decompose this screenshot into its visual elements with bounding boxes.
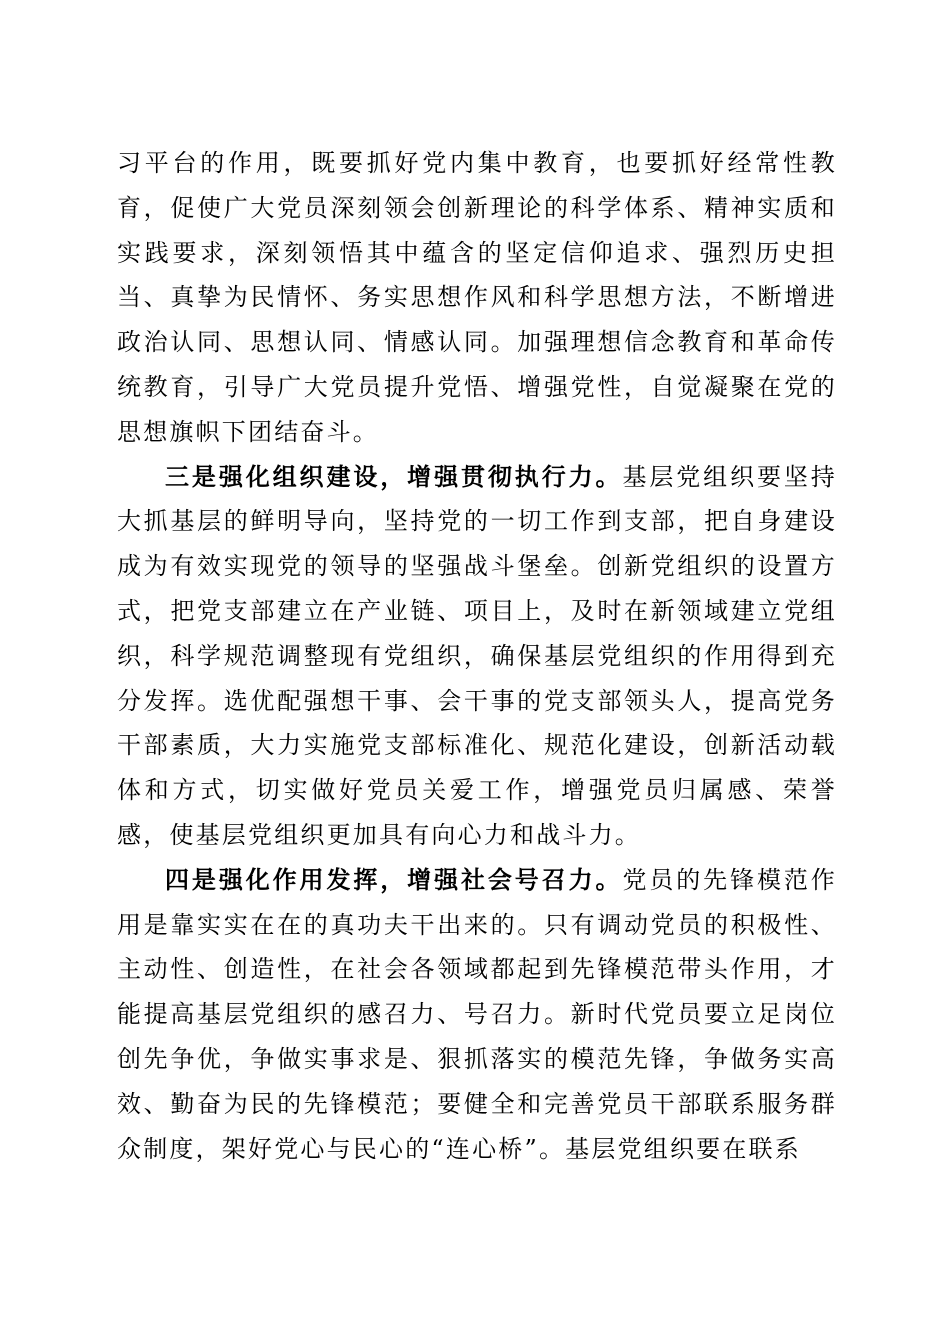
paragraph-continuation <box>117 141 837 455</box>
paragraph-body: 党员的先锋模范作用是靠实实在在的真功夫干出来的。只有调动党员的积极性、主动性、创造性，在社会各领域都起到先锋模范带头作用，才能提高基层党组织的感召力、号召力。新时代党员要立足岗位创先争优，争做实事求是、狠抓落实的模范先锋，争做务实高效、勤奋为民的先锋模范；要健全和完善党员干部联系服务群众制度，架好党心与民心的“连心桥”。基层党组织要在联系 <box>117 865 837 1163</box>
paragraph-lead-heading: 三是强化组织建设，增强贯彻执行力。 <box>165 462 623 491</box>
paragraph-role-playing <box>117 858 837 1172</box>
paragraph-body: 基层党组织要坚持大抓基层的鲜明导向，坚持党的一切工作到支部，把自身建设成为有效实现党的领导的坚强战斗堡垒。创新党组织的设置方式，把党支部建立在产业链、项目上，及时在新领域建立党组织，科学规范调整现有党组织，确保基层党组织的作用得到充分发挥。选优配强想干事、会干事的党支部领头人，提高党务干部素质，大力实施党支部标准化、规范化建设，创新活动载体和方式，切实做好党员关爱工作，增强党员归属感、荣誉感，使基层党组织更加具有向心力和战斗力。 <box>117 462 837 849</box>
paragraph-lead-heading: 四是强化作用发挥，增强社会号召力。 <box>165 865 623 894</box>
document-page <box>117 141 837 1171</box>
paragraph-body: 习平台的作用，既要抓好党内集中教育，也要抓好经常性教育，促使广大党员深刻领会创新理论的科学体系、精神实质和实践要求，深刻领悟其中蕴含的坚定信仰追求、强烈历史担当、真挚为民情怀、务实思想作风和科学思想方法，不断增进政治认同、思想认同、情感认同。加强理想信念教育和革命传统教育，引导广大党员提升党悟、增强党性，自觉凝聚在党的思想旗帜下团结奋斗。 <box>117 149 837 446</box>
paragraph-organization-building <box>117 455 837 858</box>
